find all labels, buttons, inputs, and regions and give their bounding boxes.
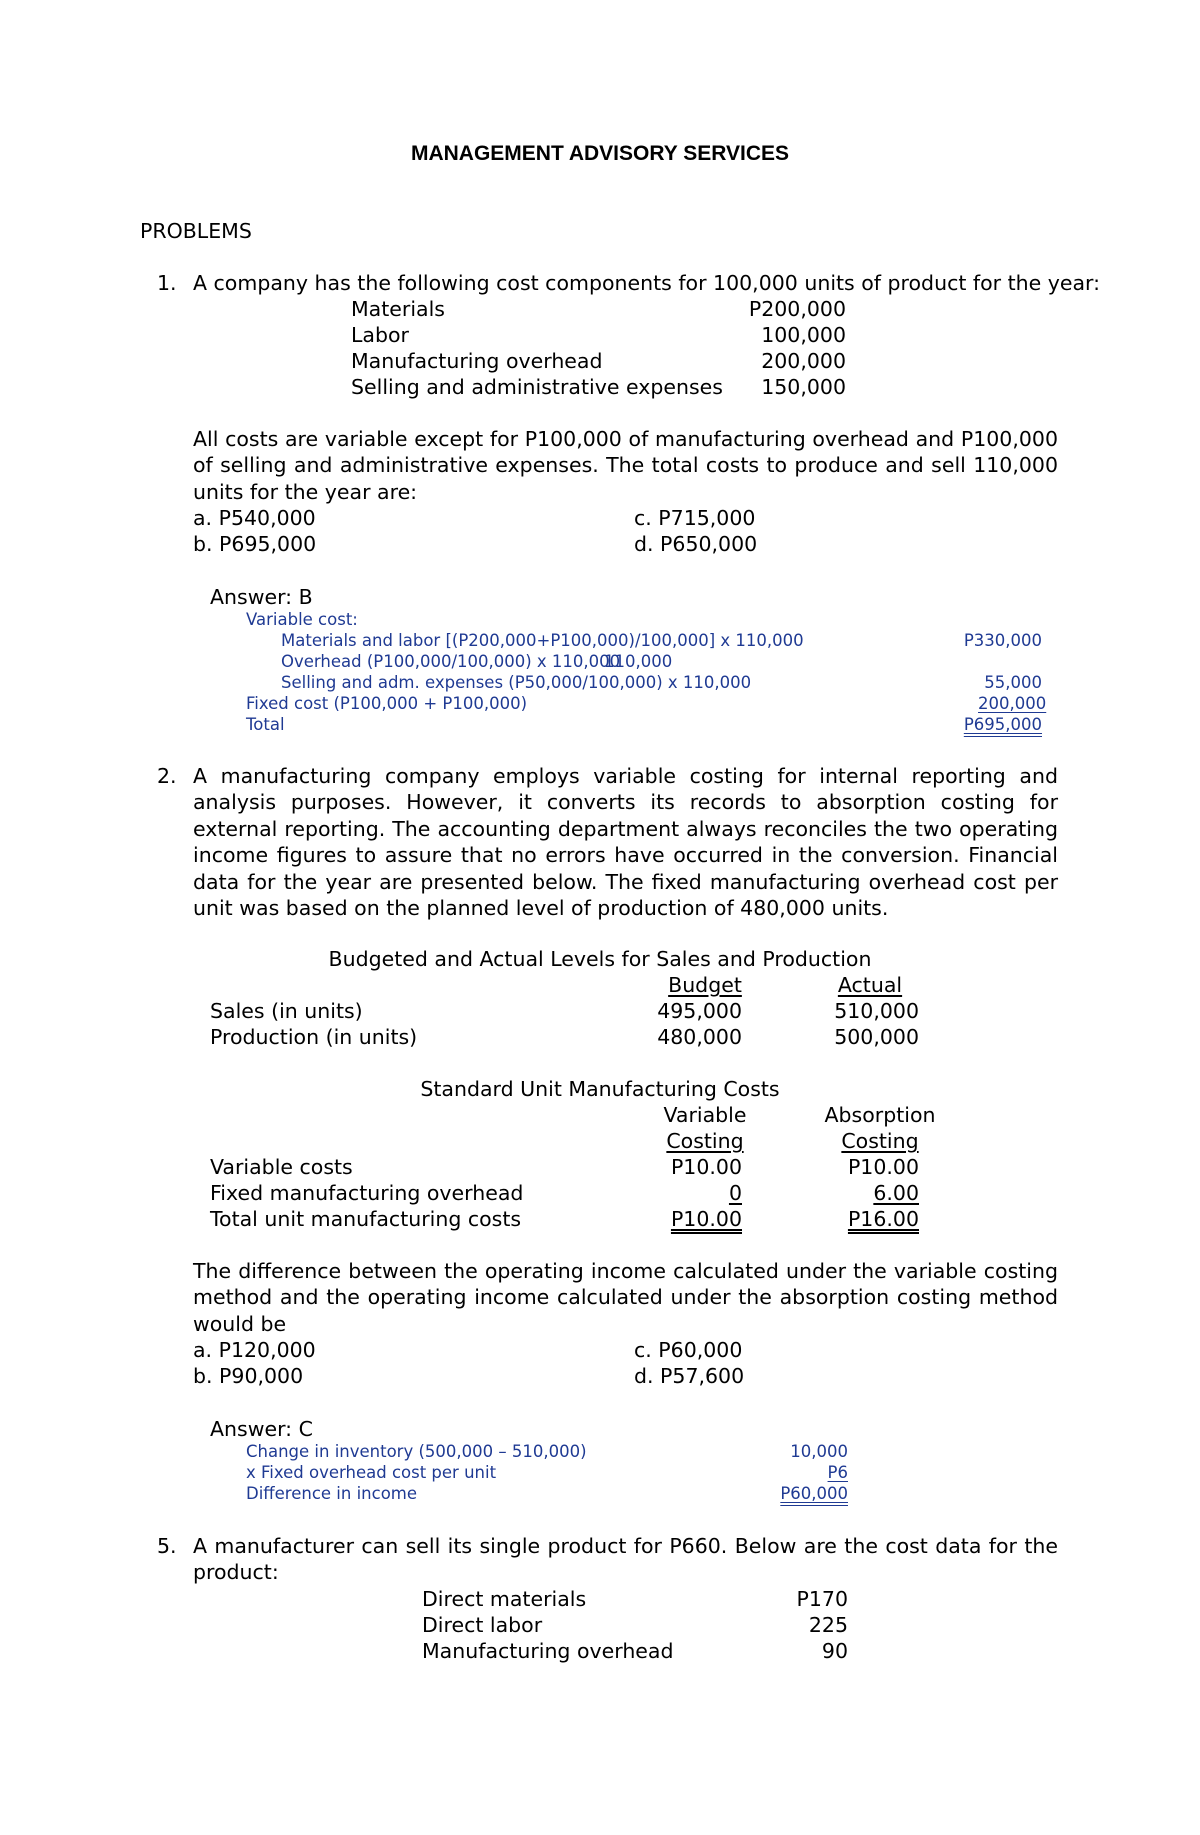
problem-1-number: 1. [157,271,177,295]
choice-a: a. P540,000 [193,506,316,530]
table2-cell-text: 6.00 [873,1181,919,1205]
table2-title: Standard Unit Manufacturing Costs [420,1077,780,1101]
solution-value: 10,000 [790,1442,848,1461]
table2-col1-top: Variable [663,1103,747,1127]
solution-total: P695,000 [963,715,1042,734]
table2-cell-text: 0 [728,1181,742,1205]
cost-value: P200,000 [748,297,846,321]
cost-label: Direct labor [422,1613,543,1637]
table1-row-label: Sales (in units) [210,999,363,1023]
solution-total: P60,000 [780,1484,848,1503]
solution-line: Total [246,715,285,734]
table2-col2-top: Absorption [824,1103,936,1127]
problem-1-body: All costs are variable except for P100,000 of manufacturing overhead and P100,000 of selling and administrative expenses. The total costs to produce and sell 110,000 units for the year are: [193,427,1058,504]
solution-value [740,1462,848,1484]
table1-title: Budgeted and Actual Levels for Sales and Production [328,947,872,971]
choice-b: b. P90,000 [193,1364,304,1388]
table1-cell: 510,000 [834,999,919,1023]
document-title: MANAGEMENT ADVISORY SERVICES [410,142,790,165]
cost-label: Manufacturing overhead [351,349,603,373]
table2-row-label: Variable costs [210,1155,353,1179]
cost-value: 225 [808,1613,848,1637]
cost-value: 100,000 [761,323,846,347]
table1-cell: 500,000 [834,1025,919,1049]
table2-cell [650,1180,742,1206]
table2-col-absorption: Costing [841,1129,919,1153]
solution-value: P330,000 [963,631,1042,650]
solution-line: Materials and labor [(P200,000+P100,000)/100,000] x 110,000 [281,631,804,650]
table2-col-variable: Costing [666,1129,744,1153]
table2-row-label: Fixed manufacturing overhead [210,1181,524,1205]
table1-col-actual: Actual [837,973,903,997]
table2-total: P10.00 [670,1207,742,1231]
solution-line: Fixed cost (P100,000 + P100,000) [246,694,528,713]
cost-value: 150,000 [761,375,846,399]
table1-cell: 480,000 [657,1025,742,1049]
solution-line: Selling and adm. expenses (P50,000/100,000) x 110,000 [281,673,752,692]
cost-label: Labor [351,323,409,347]
cost-value: 200,000 [761,349,846,373]
choice-c: c. P60,000 [634,1338,743,1362]
cost-label: Materials [351,297,445,321]
answer-label: Answer: C [210,1417,313,1441]
table2-cell [815,1180,919,1206]
cost-value: 90 [821,1639,848,1663]
table2-cell: P10.00 [670,1155,742,1179]
solution-value: 110,000 [604,652,673,671]
solution-line: Change in inventory (500,000 – 510,000) [246,1442,587,1461]
table1-cell: 495,000 [657,999,742,1023]
solution-line: x Fixed overhead cost per unit [246,1463,497,1482]
cost-label: Manufacturing overhead [422,1639,674,1663]
choice-a: a. P120,000 [193,1338,316,1362]
problem-5-number: 5. [157,1534,177,1558]
problem-2-body: A manufacturing company employs variable costing for internal reporting and analysis purposes. However, it converts its records to absorption costing for external reporting. The accounting department always reconciles the two operating income figures to assure that no errors have occurred in the conversion. Financial data for the year are presented below. The fixed manufacturing overhead cost per unit was based on the planned level of production of 480,000 units. [193,764,1058,921]
solution-value [920,693,1047,715]
table1-row-label: Production (in units) [210,1025,418,1049]
solution-heading: Variable cost: [246,610,358,629]
table2-row-label: Total unit manufacturing costs [210,1207,522,1231]
choice-d: d. P650,000 [634,532,758,556]
section-label: PROBLEMS [140,219,252,243]
problem-1-question: A company has the following cost components for 100,000 units of product for the year: [193,271,1101,295]
solution-value-text: P6 [827,1463,848,1482]
cost-label: Direct materials [422,1587,587,1611]
choice-d: d. P57,600 [634,1364,745,1388]
choice-b: b. P695,000 [193,532,317,556]
table2-total: P16.00 [847,1207,919,1231]
table1-col-budget: Budget [668,973,742,997]
answer-label: Answer: B [210,585,313,609]
solution-line: Difference in income [246,1484,418,1503]
choice-c: c. P715,000 [634,506,756,530]
solution-value: 55,000 [984,673,1042,692]
table2-cell: P10.00 [847,1155,919,1179]
problem-2-number: 2. [157,764,177,788]
solution-value-text: 200,000 [978,694,1047,713]
cost-label: Selling and administrative expenses [351,375,723,399]
problem-2-question: The difference between the operating income calculated under the variable costing method and the operating income calculated under the absorption costing method would be [193,1259,1058,1336]
solution-line: Overhead (P100,000/100,000) x 110,000 [281,652,621,671]
cost-value: P170 [796,1587,848,1611]
problem-5-body: A manufacturer can sell its single product for P660. Below are the cost data for the product: [193,1534,1058,1585]
